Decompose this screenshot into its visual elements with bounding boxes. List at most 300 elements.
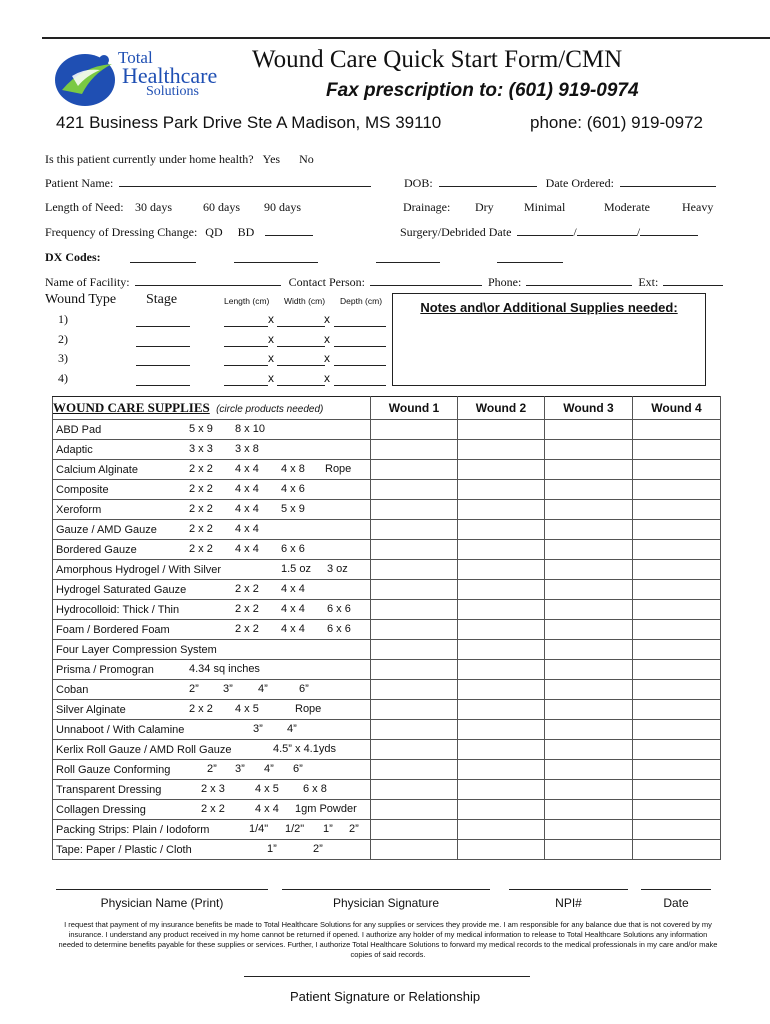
date-line[interactable] [641, 889, 711, 890]
patient-signature-label: Patient Signature or Relationship [290, 989, 481, 1004]
supply-size-option[interactable]: 3 oz [327, 563, 348, 575]
supply-size-option[interactable]: 6 x 6 [281, 543, 305, 555]
wound-4-cell[interactable] [633, 440, 721, 460]
company-logo [52, 46, 232, 108]
frequency-label: Frequency of Dressing Change: [45, 225, 198, 239]
supply-size-option[interactable]: 2” [313, 843, 323, 855]
wound-2-cell[interactable] [458, 680, 545, 700]
supply-size-option[interactable]: 6 x 6 [327, 603, 351, 615]
supply-size-option[interactable]: 2 x 2 [201, 803, 225, 815]
depth-field[interactable] [334, 336, 386, 347]
wound-1-cell[interactable] [371, 500, 458, 520]
supply-label[interactable]: Coban [56, 683, 89, 696]
wound-2-cell[interactable] [458, 820, 545, 840]
wound-2-cell[interactable] [458, 500, 545, 520]
supply-size-option[interactable]: 2 x 2 [235, 583, 259, 595]
depth-field[interactable] [334, 375, 386, 386]
wound-col-header: Wound 2 [458, 397, 545, 420]
dx-code-field-1[interactable] [130, 252, 196, 263]
physician-signature-label: Physician Signature [332, 896, 440, 910]
supply-size-option[interactable]: 1” [323, 823, 333, 835]
wound-1-cell[interactable] [371, 440, 458, 460]
length-field[interactable] [224, 336, 268, 347]
supply-row [53, 720, 721, 740]
stage-field[interactable] [136, 375, 190, 386]
times-separator: x [268, 312, 274, 326]
physician-name-line[interactable] [56, 889, 268, 890]
wound-4-cell[interactable] [633, 760, 721, 780]
patient-name-field[interactable] [119, 176, 371, 187]
home-health-label: Is this patient currently under home health? [45, 152, 254, 166]
supply-size-option[interactable]: 3 x 3 [189, 443, 213, 455]
width-field[interactable] [277, 355, 325, 366]
wound-3-cell[interactable] [545, 600, 633, 620]
wound-1-cell[interactable] [371, 580, 458, 600]
wound-1-cell[interactable] [371, 620, 458, 640]
supply-size-option[interactable]: 4 x 4 [281, 583, 305, 595]
supply-size-option[interactable]: Rope [325, 463, 352, 475]
option-dry[interactable]: Dry [475, 200, 494, 214]
date-ordered-field[interactable] [620, 176, 716, 187]
supply-size-option[interactable]: 2” [189, 683, 199, 695]
width-field[interactable] [277, 375, 325, 386]
wound-1-cell[interactable] [371, 460, 458, 480]
wound-1-cell[interactable] [371, 680, 458, 700]
option-moderate[interactable]: Moderate [604, 200, 650, 214]
supply-label[interactable]: Bordered Gauze [56, 543, 137, 556]
supply-size-option[interactable]: 3 x 8 [235, 443, 259, 455]
wound-1-cell[interactable] [371, 560, 458, 580]
wound-2-cell[interactable] [458, 760, 545, 780]
supply-label[interactable]: Silver Alginate [56, 703, 126, 716]
supply-name-cell [53, 640, 371, 660]
wound-row-number: 2) [58, 331, 68, 346]
supply-size-option[interactable]: 2 x 2 [189, 503, 213, 515]
wound-1-cell[interactable] [371, 820, 458, 840]
wound-1-cell[interactable] [371, 660, 458, 680]
supply-size-option[interactable]: 4 x 4 [281, 623, 305, 635]
wound-2-cell[interactable] [458, 660, 545, 680]
supply-size-option[interactable]: 3” [223, 683, 233, 695]
wound-3-cell[interactable] [545, 820, 633, 840]
option-90-days[interactable]: 90 days [264, 200, 301, 214]
wound-2-cell[interactable] [458, 420, 545, 440]
facility-phone-label: Phone: [487, 275, 522, 289]
supply-size-option[interactable]: 6 x 8 [303, 783, 327, 795]
wound-3-cell[interactable] [545, 780, 633, 800]
supply-size-option[interactable]: 1/2" [285, 823, 305, 835]
supply-row [53, 440, 721, 460]
dob-label: DOB: [404, 176, 433, 190]
facility-field[interactable] [135, 275, 281, 286]
wound-3-cell[interactable] [545, 800, 633, 820]
wound-4-cell[interactable] [633, 660, 721, 680]
supply-size-option[interactable]: 2 x 2 [235, 623, 259, 635]
supply-name-cell [53, 680, 371, 700]
supply-row [53, 640, 721, 660]
supply-size-option[interactable]: 4 x 4 [235, 503, 259, 515]
wound-1-cell[interactable] [371, 420, 458, 440]
supply-row [53, 580, 721, 600]
wound-1-cell[interactable] [371, 480, 458, 500]
supply-size-option[interactable]: 5 x 9 [281, 503, 305, 515]
wound-4-cell[interactable] [633, 600, 721, 620]
option-60-days[interactable]: 60 days [203, 200, 240, 214]
physician-signature-line[interactable] [282, 889, 490, 890]
date-ordered-label: Date Ordered: [545, 176, 614, 190]
width-field[interactable] [277, 316, 325, 327]
supply-name-cell [53, 720, 371, 740]
supply-size-option[interactable]: 4 x 5 [255, 783, 279, 795]
supply-row [53, 480, 721, 500]
supply-row [53, 680, 721, 700]
dob-row [404, 176, 716, 191]
supply-label[interactable]: Tape: Paper / Plastic / Cloth [56, 843, 192, 856]
supply-size-option[interactable]: 4 x 4 [235, 483, 259, 495]
wound-3-cell[interactable] [545, 620, 633, 640]
length-field[interactable] [224, 316, 268, 327]
supply-size-option[interactable]: 5 x 9 [189, 423, 213, 435]
supply-label[interactable]: Hydrogel Saturated Gauze [56, 583, 187, 596]
supply-size-option[interactable]: 6” [293, 763, 303, 775]
wound-col-header: Wound 3 [545, 397, 633, 420]
wound-1-cell[interactable] [371, 600, 458, 620]
wound-4-cell[interactable] [633, 840, 721, 860]
wound-row [58, 332, 388, 350]
supply-size-option[interactable]: 4 x 4 [281, 603, 305, 615]
supply-name-cell [53, 560, 371, 580]
wound-2-cell[interactable] [458, 700, 545, 720]
npi-line[interactable] [509, 889, 628, 890]
supply-name-cell [53, 600, 371, 620]
wound-row [58, 312, 388, 330]
supply-label[interactable]: Roll Gauze Conforming [56, 763, 171, 776]
patient-signature-line[interactable] [244, 976, 530, 977]
wound-4-cell[interactable] [633, 800, 721, 820]
frequency-other-field[interactable] [265, 225, 313, 236]
wound-2-cell[interactable] [458, 460, 545, 480]
dx-code-field-3[interactable] [376, 252, 440, 263]
supply-row [53, 520, 721, 540]
dob-field[interactable] [439, 176, 537, 187]
supply-size-option[interactable]: 3” [253, 723, 263, 735]
wound-4-cell[interactable] [633, 500, 721, 520]
surgery-month-field[interactable] [517, 225, 573, 236]
supply-label[interactable]: Amorphous Hydrogel / With Silver [56, 563, 222, 576]
wound-3-cell[interactable] [545, 480, 633, 500]
ext-label: Ext: [638, 275, 659, 289]
supply-label[interactable]: Unnaboot / With Calamine [56, 723, 185, 736]
length-field[interactable] [224, 375, 268, 386]
wound-2-cell[interactable] [458, 800, 545, 820]
wound-1-cell[interactable] [371, 540, 458, 560]
wound-3-cell[interactable] [545, 520, 633, 540]
supply-name-cell [53, 760, 371, 780]
wound-3-cell[interactable] [545, 760, 633, 780]
form-title: Wound Care Quick Start Form/CMN [252, 46, 623, 73]
option-heavy[interactable]: Heavy [682, 200, 714, 214]
supply-row [53, 820, 721, 840]
wound-2-cell[interactable] [458, 620, 545, 640]
times-separator: x [324, 312, 330, 326]
wound-3-cell[interactable] [545, 540, 633, 560]
wound-1-cell[interactable] [371, 640, 458, 660]
supply-row [53, 840, 721, 860]
supply-size-option[interactable]: 4 x 6 [281, 483, 305, 495]
supply-size-option[interactable]: 3” [235, 763, 245, 775]
supplies-table-body [53, 420, 721, 860]
company-phone: phone: (601) 919-0972 [530, 113, 703, 132]
supply-size-option[interactable]: 4 x 4 [235, 523, 259, 535]
facility-label: Name of Facility: [45, 275, 130, 289]
wound-4-cell[interactable] [633, 420, 721, 440]
wound-row-number: 4) [58, 370, 68, 385]
wound-1-cell[interactable] [371, 520, 458, 540]
option-no[interactable]: No [299, 152, 314, 166]
authorization-text: I request that payment of my insurance benefits be made to Total Healthcare Solutions for any supplies or services they provide me. I am responsible for any balance due that is not covered by my insurance. I understand any product received in my home cannot be returned if opened. I authorize any holder of my medical information to release to Total Healthcare Solutions any information needed to determine benefits payable for these supplies or services. Further, I authorize Total Healthcare Solutions to forward my medical records to the medical professionals in my care and/or make copies of said records. [58, 920, 718, 959]
option-yes[interactable]: Yes [262, 152, 281, 166]
home-health-question [45, 152, 314, 167]
wound-2-cell[interactable] [458, 440, 545, 460]
length-label: Length (cm) [224, 296, 270, 306]
supply-size-option[interactable]: 6” [299, 683, 309, 695]
stage-label: Stage [146, 292, 178, 307]
wound-2-cell[interactable] [458, 600, 545, 620]
supply-size-option[interactable]: Rope [295, 703, 322, 715]
supply-row [53, 560, 721, 580]
times-separator: x [324, 331, 330, 346]
supply-name-cell [53, 620, 371, 640]
supply-size-option[interactable]: 2 x 2 [235, 603, 259, 615]
supply-size-option[interactable]: 2 x 2 [189, 483, 213, 495]
supply-size-option[interactable]: 4.5” x 4.1yds [273, 743, 336, 755]
supply-name-cell [53, 740, 371, 760]
drainage-label: Drainage: [403, 200, 451, 214]
date-label: Date [663, 896, 689, 910]
times-separator: x [268, 331, 274, 346]
supply-size-option[interactable]: 2 x 3 [201, 783, 225, 795]
depth-field[interactable] [334, 316, 386, 327]
dx-code-field-4[interactable] [497, 252, 563, 263]
supply-name-cell [53, 480, 371, 500]
supply-row [53, 700, 721, 720]
wound-3-cell[interactable] [545, 440, 633, 460]
supply-label[interactable]: Composite [56, 483, 109, 496]
surgery-date-label: Surgery/Debrided Date [400, 225, 512, 239]
logo-text-total: Total [118, 48, 153, 67]
option-qd[interactable]: QD [205, 225, 223, 239]
wound-4-cell[interactable] [633, 820, 721, 840]
wound-3-cell[interactable] [545, 700, 633, 720]
supply-size-option[interactable]: 4 x 4 [235, 463, 259, 475]
wound-4-cell[interactable] [633, 560, 721, 580]
surgery-day-field[interactable] [577, 225, 637, 236]
supply-label[interactable]: Transparent Dressing [56, 783, 162, 796]
supply-row [53, 800, 721, 820]
supply-label[interactable]: Four Layer Compression System [56, 643, 217, 656]
supply-name-cell [53, 820, 371, 840]
supply-label[interactable]: Calcium Alginate [56, 463, 138, 476]
ext-field[interactable] [663, 275, 723, 286]
supply-label[interactable]: Kerlix Roll Gauze / AMD Roll Gauze [56, 743, 232, 756]
supply-size-option[interactable]: 2 x 2 [189, 523, 213, 535]
date-separator: / [636, 225, 641, 239]
supply-size-option[interactable]: 1gm Powder [295, 803, 357, 815]
supply-size-option[interactable]: 4 x 8 [281, 463, 305, 475]
supply-size-option[interactable]: 2 x 2 [189, 463, 213, 475]
supply-size-option[interactable]: 2” [207, 763, 217, 775]
wound-1-cell[interactable] [371, 760, 458, 780]
supply-label[interactable]: Prisma / Promogran [56, 663, 154, 676]
dx-code-field-2[interactable] [234, 252, 318, 263]
wound-4-cell[interactable] [633, 720, 721, 740]
patient-name-row [45, 176, 371, 191]
supply-label[interactable]: Foam / Bordered Foam [56, 623, 170, 636]
supply-row [53, 460, 721, 480]
supply-label[interactable]: ABD Pad [56, 423, 102, 436]
supply-size-option[interactable]: 1.5 oz [281, 563, 311, 575]
supply-row [53, 740, 721, 760]
supply-label[interactable]: Adaptic [56, 443, 93, 456]
wound-4-cell[interactable] [633, 640, 721, 660]
wound-4-cell[interactable] [633, 680, 721, 700]
supply-label[interactable]: Collagen Dressing [56, 803, 146, 816]
wound-4-cell[interactable] [633, 780, 721, 800]
width-label: Width (cm) [284, 296, 326, 306]
supply-size-option[interactable]: 1” [267, 843, 277, 855]
physician-name-label: Physician Name (Print) [100, 896, 224, 910]
notes-title: Notes and\or Additional Supplies needed: [420, 300, 678, 315]
supply-name-cell [53, 520, 371, 540]
wound-4-cell[interactable] [633, 540, 721, 560]
wound-1-cell[interactable] [371, 840, 458, 860]
supply-label[interactable]: Packing Strips: Plain / Iodoform [56, 823, 210, 836]
wound-3-cell[interactable] [545, 680, 633, 700]
notes-box[interactable] [392, 293, 706, 386]
times-separator: x [268, 351, 274, 365]
wound-3-cell[interactable] [545, 720, 633, 740]
wound-1-cell[interactable] [371, 800, 458, 820]
wound-1-cell[interactable] [371, 780, 458, 800]
depth-label: Depth (cm) [340, 296, 383, 306]
supply-size-option[interactable]: 2” [349, 823, 359, 835]
supply-name-cell [53, 440, 371, 460]
wound-2-cell[interactable] [458, 780, 545, 800]
wound-2-cell[interactable] [458, 580, 545, 600]
wound-4-cell[interactable] [633, 480, 721, 500]
supply-row [53, 780, 721, 800]
supply-name-cell [53, 660, 371, 680]
wound-2-cell[interactable] [458, 480, 545, 500]
stage-field[interactable] [136, 316, 190, 327]
wound-3-cell[interactable] [545, 740, 633, 760]
wound-4-cell[interactable] [633, 740, 721, 760]
supply-size-option[interactable]: 4 x 4 [235, 543, 259, 555]
wound-2-cell[interactable] [458, 540, 545, 560]
wound-4-cell[interactable] [633, 520, 721, 540]
wound-4-cell[interactable] [633, 460, 721, 480]
wound-4-cell[interactable] [633, 580, 721, 600]
wound-4-cell[interactable] [633, 620, 721, 640]
wound-row-number: 1) [58, 312, 68, 326]
wound-2-cell[interactable] [458, 560, 545, 580]
supply-size-option[interactable]: 6 x 6 [327, 623, 351, 635]
wound-3-cell[interactable] [545, 580, 633, 600]
wound-row-number: 3) [58, 351, 68, 365]
option-bd[interactable]: BD [237, 225, 255, 239]
wound-3-cell[interactable] [545, 460, 633, 480]
wound-2-cell[interactable] [458, 720, 545, 740]
supplies-subtitle: (circle products needed) [216, 404, 324, 415]
supply-size-option[interactable]: 4.34 sq inches [189, 663, 260, 675]
supply-size-option[interactable]: 4” [287, 723, 297, 735]
supply-row [53, 600, 721, 620]
length-field[interactable] [224, 355, 268, 366]
frequency-row [45, 225, 313, 240]
surgery-year-field[interactable] [640, 225, 698, 236]
wound-3-cell[interactable] [545, 500, 633, 520]
facility-row [45, 275, 723, 290]
supply-name-cell [53, 540, 371, 560]
wound-1-cell[interactable] [371, 720, 458, 740]
supply-name-cell [53, 780, 371, 800]
wound-2-cell[interactable] [458, 840, 545, 860]
option-30-days[interactable]: 30 days [135, 200, 172, 214]
times-separator: x [324, 351, 330, 365]
wound-2-cell[interactable] [458, 740, 545, 760]
stage-field[interactable] [136, 355, 190, 366]
stage-field[interactable] [136, 336, 190, 347]
supply-size-option[interactable]: 2 x 2 [189, 703, 213, 715]
supply-name-cell [53, 800, 371, 820]
dx-codes-label: DX Codes: [45, 250, 101, 264]
length-of-need-label: Length of Need: [45, 200, 124, 214]
supply-size-option[interactable]: 4” [258, 683, 268, 695]
wound-1-cell[interactable] [371, 700, 458, 720]
supply-row [53, 760, 721, 780]
wound-4-cell[interactable] [633, 700, 721, 720]
supply-label[interactable]: Gauze / AMD Gauze [56, 523, 157, 536]
supply-row [53, 420, 721, 440]
supply-label[interactable]: Xeroform [56, 503, 102, 516]
supply-row [53, 660, 721, 680]
wound-2-cell[interactable] [458, 640, 545, 660]
logo-text-healthcare: Healthcare [122, 63, 218, 88]
supply-size-option[interactable]: 1/4" [249, 823, 269, 835]
width-field[interactable] [277, 336, 325, 347]
supply-size-option[interactable]: 4 x 5 [235, 703, 259, 715]
wound-3-cell[interactable] [545, 420, 633, 440]
wound-1-cell[interactable] [371, 740, 458, 760]
wound-col-header: Wound 4 [633, 397, 721, 420]
depth-field[interactable] [334, 355, 386, 366]
wound-3-cell[interactable] [545, 660, 633, 680]
wound-2-cell[interactable] [458, 520, 545, 540]
supply-size-option[interactable]: 2 x 2 [189, 543, 213, 555]
wound-3-cell[interactable] [545, 840, 633, 860]
supplies-title: WOUND CARE SUPPLIES [53, 400, 210, 415]
supply-size-option[interactable]: 4 x 4 [255, 803, 279, 815]
contact-field[interactable] [370, 275, 482, 286]
company-address: 421 Business Park Drive Ste A Madison, MS 39110 [56, 113, 442, 132]
wound-3-cell[interactable] [545, 640, 633, 660]
wound-3-cell[interactable] [545, 560, 633, 580]
supply-label[interactable]: Hydrocolloid: Thick / Thin [56, 603, 180, 616]
option-minimal[interactable]: Minimal [524, 200, 566, 214]
facility-phone-field[interactable] [526, 275, 632, 286]
supply-size-option[interactable]: 8 x 10 [235, 423, 265, 435]
supply-size-option[interactable]: 4” [264, 763, 274, 775]
